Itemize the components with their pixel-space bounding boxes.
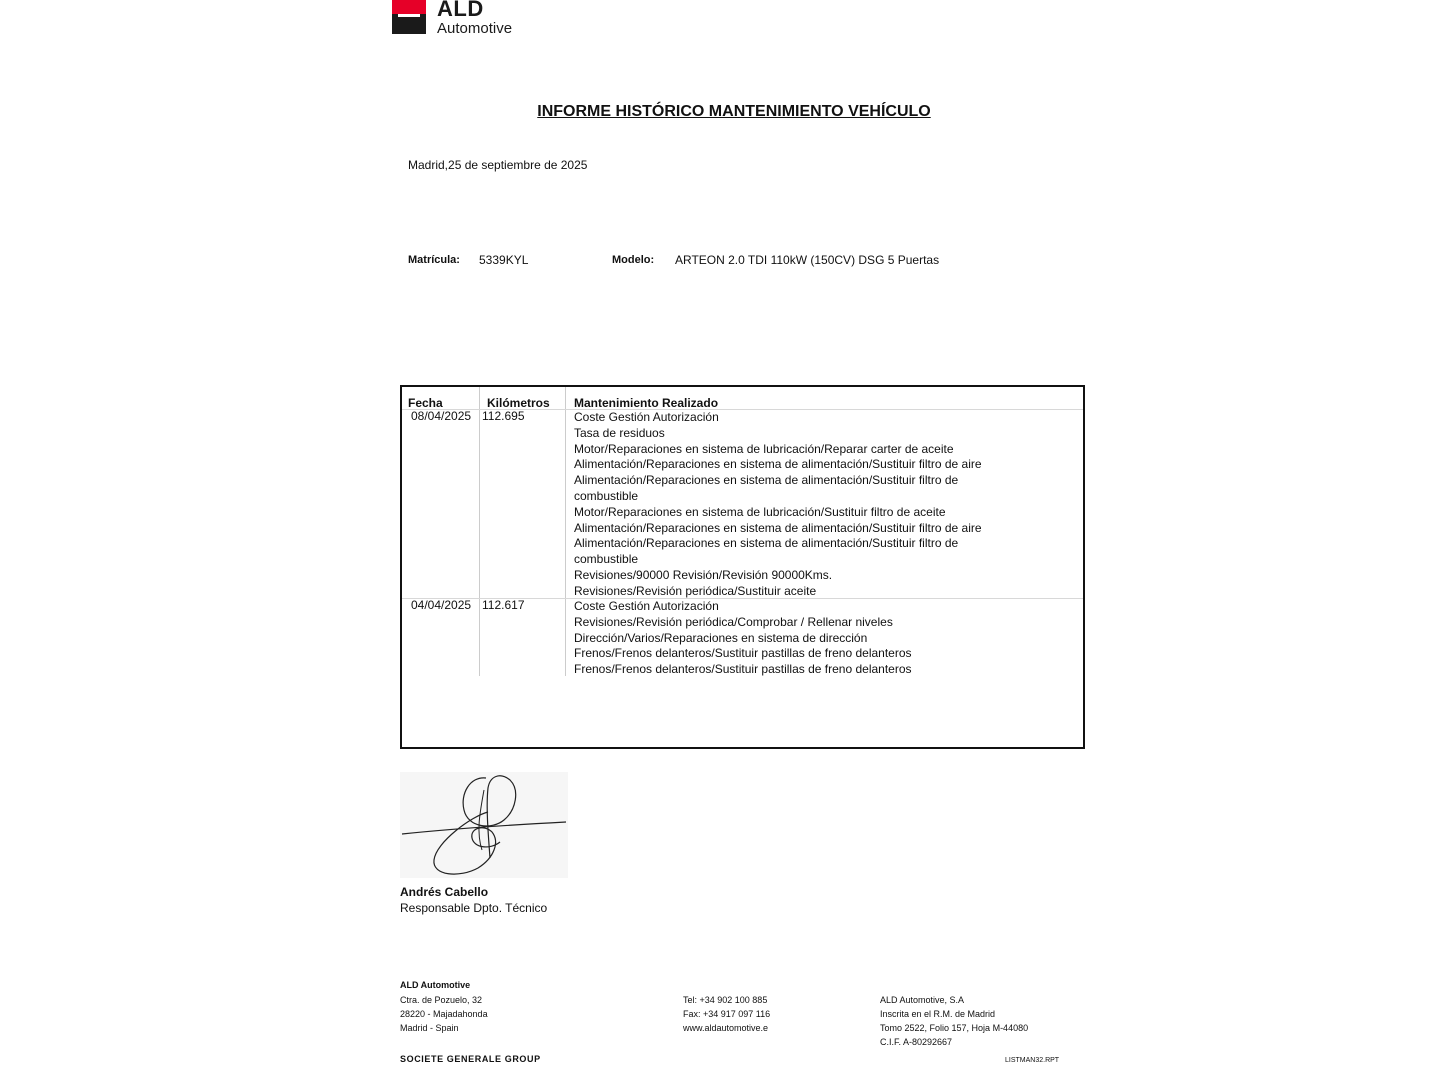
task-item: Alimentación/Reparaciones en sistema de alimentación/Sustituir filtro de aire <box>574 520 982 535</box>
task-item: Alimentación/Reparaciones en sistema de alimentación/Sustituir filtro de combustible <box>574 536 959 567</box>
page-title: INFORME HISTÓRICO MANTENIMIENTO VEHÍCULO <box>537 103 931 120</box>
signature-image <box>400 772 568 878</box>
row-2-tasks <box>574 599 994 678</box>
task-item: Alimentación/Reparaciones en sistema de alimentación/Sustituir filtro de combustible <box>574 473 959 503</box>
model-value: ARTEON 2.0 TDI 110kW (150CV) DSG 5 Puertas <box>675 253 940 267</box>
row-2-date: 04/04/2025 <box>411 598 472 612</box>
task-item: Revisiones/Revisión periódica/Comprobar / Rellenar niveles <box>574 614 893 629</box>
row-2-km: 112.617 <box>482 598 525 612</box>
task-item: Alimentación/Reparaciones en sistema de alimentación/Sustituir filtro de aire <box>574 457 982 472</box>
footer-contact <box>683 993 770 1035</box>
column-divider <box>565 387 566 676</box>
footer-phone: Tel: +34 902 100 885 <box>683 995 768 1005</box>
logo-name: ALD <box>437 0 484 21</box>
column-divider <box>479 387 480 676</box>
header-date: Fecha <box>408 396 443 410</box>
task-item: Coste Gestión Autorización <box>574 599 719 613</box>
document-date: Madrid,25 de septiembre de 2025 <box>408 158 588 172</box>
task-item: Motor/Reparaciones en sistema de lubricación/Sustituir filtro de aceite <box>574 504 946 519</box>
footer-legal-line: C.I.F. A-80292667 <box>880 1037 953 1047</box>
footer-address-line: 28220 - Majadahonda <box>400 1009 488 1019</box>
row-1-date: 08/04/2025 <box>411 409 472 423</box>
task-item: Frenos/Frenos delanteros/Sustituir pastillas de freno delanteros <box>574 662 912 677</box>
footer-fax: Fax: +34 917 097 116 <box>683 1009 771 1019</box>
task-item: Motor/Reparaciones en sistema de lubricación/Reparar carter de aceite <box>574 441 954 456</box>
footer-address-line: Madrid - Spain <box>400 1023 459 1033</box>
footer-company: ALD Automotive <box>400 980 471 990</box>
footer-address <box>400 993 488 1035</box>
plate-value: 5339KYL <box>479 253 529 267</box>
model-label: Modelo: <box>612 254 655 266</box>
task-item: Revisiones/Revisión periódica/Sustituir aceite <box>574 583 817 598</box>
maintenance-table <box>400 385 1085 749</box>
footer-legal-line: ALD Automotive, S.A <box>880 995 965 1005</box>
footer-legal <box>880 993 1028 1049</box>
report-code: LISTMAN32.RPT <box>1005 1057 1060 1064</box>
footer-website: www.aldautomotive.e <box>683 1023 769 1033</box>
logo-subtitle: Automotive <box>437 20 513 37</box>
signer-name: Andrés Cabello <box>400 885 489 899</box>
footer-address-line: Ctra. de Pozuelo, 32 <box>400 995 483 1005</box>
logo-mark-icon <box>392 0 426 34</box>
task-item: Frenos/Frenos delanteros/Sustituir pastillas de freno delanteros <box>574 646 912 661</box>
task-item: Tasa de residuos <box>574 425 665 440</box>
header-km: Kilómetros <box>487 396 550 410</box>
row-1-tasks <box>574 410 994 600</box>
row-1-km: 112.695 <box>482 409 525 423</box>
task-item: Dirección/Varios/Reparaciones en sistema de dirección <box>574 630 868 645</box>
footer-legal-line: Inscrita en el R.M. de Madrid <box>880 1009 996 1019</box>
group-name: SOCIETE GENERALE GROUP <box>400 1054 541 1064</box>
header-work: Mantenimiento Realizado <box>574 396 719 410</box>
plate-label: Matrícula: <box>408 254 460 266</box>
task-item: Coste Gestión Autorización <box>574 410 719 424</box>
signer-role: Responsable Dpto. Técnico <box>400 901 548 915</box>
footer-legal-line: Tomo 2522, Folio 157, Hoja M-44080 <box>880 1023 1029 1033</box>
task-item: Revisiones/90000 Revisión/Revisión 90000Kms. <box>574 567 833 582</box>
